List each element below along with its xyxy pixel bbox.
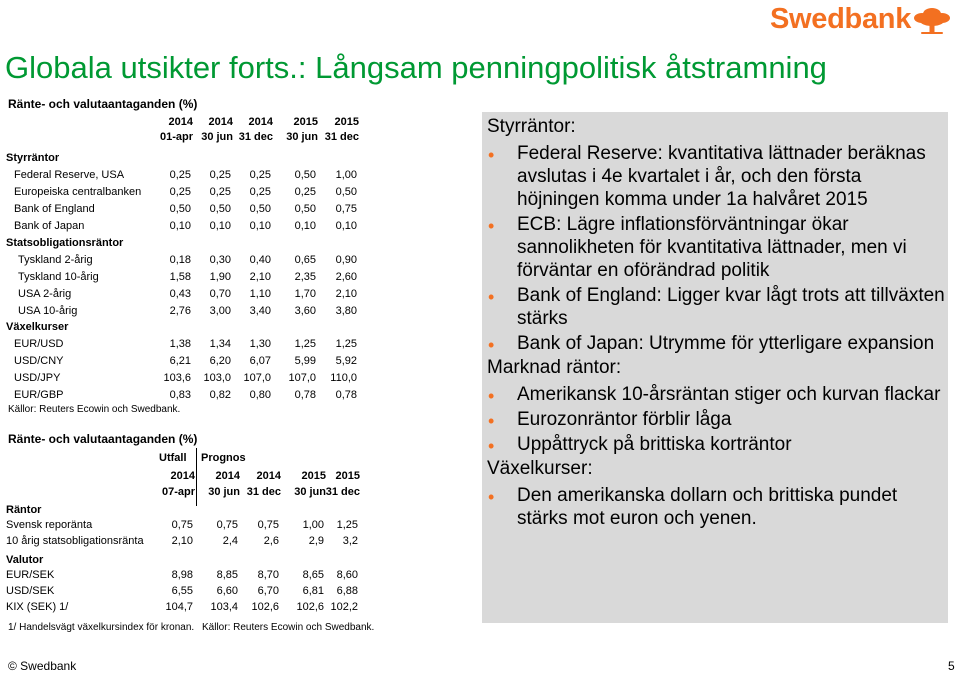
table-cell: 6,20 <box>209 355 231 367</box>
bullet-icon <box>488 292 498 302</box>
bullet-icon <box>488 391 498 401</box>
table-cell: 2,4 <box>222 535 238 547</box>
table-cell: 0,50 <box>209 203 231 215</box>
table-cell: 0,25 <box>169 186 191 198</box>
table-cell: 0,83 <box>169 389 191 401</box>
row-label: USD/JPY <box>14 372 61 384</box>
table-cell: 102,6 <box>251 601 279 613</box>
page-number: 5 <box>948 659 955 673</box>
row-label: USD/SEK <box>6 585 55 597</box>
table-cell: 1,58 <box>169 271 191 283</box>
table-cell: 6,21 <box>169 355 191 367</box>
header-year: 2014 <box>170 470 195 482</box>
table-cell: 3,00 <box>209 305 231 317</box>
table-cell: 8,65 <box>302 569 324 581</box>
header-year: 2014 <box>215 470 240 482</box>
table-cell: 3,80 <box>335 305 357 317</box>
table-cell: 0,90 <box>335 254 357 266</box>
bullet-icon <box>488 441 498 451</box>
table-source: Källor: Reuters Ecowin och Swedbank. <box>8 404 181 415</box>
table-cell: 1,00 <box>335 169 357 181</box>
table-cell: 0,50 <box>294 203 316 215</box>
bullet-icon <box>488 492 498 502</box>
table-cell: 2,35 <box>294 271 316 283</box>
table-cell: 0,25 <box>169 169 191 181</box>
table-cell: 6,88 <box>336 585 358 597</box>
panel-bullet-text: Uppåttryck på brittiska korträntor <box>517 434 792 455</box>
table-cell: 6,81 <box>302 585 324 597</box>
row-label: 10 årig statsobligationsränta <box>6 535 144 547</box>
panel-bullet-text: Bank of England: Ligger kvar lågt trots att tillväxten stärks <box>517 285 945 329</box>
table-cell: 1,30 <box>249 338 271 350</box>
table-cell: 1,25 <box>294 338 316 350</box>
table-cell: 0,75 <box>335 203 357 215</box>
header-date: 30 jun <box>294 486 326 498</box>
row-label: Bank of Japan <box>14 220 85 232</box>
table-cell: 3,2 <box>342 535 358 547</box>
table-title: Ränte- och valutaantaganden (%) <box>8 432 198 446</box>
header-year: 2014 <box>256 470 281 482</box>
row-label: USA 10-årig <box>18 305 78 317</box>
table-cell: 8,70 <box>257 569 279 581</box>
panel-bullet-text: Amerikansk 10-årsräntan stiger och kurvan flackar <box>517 384 941 405</box>
header-date: 31 dec <box>325 486 360 498</box>
table-cell: 0,75 <box>171 519 193 531</box>
table-cell: 1,25 <box>335 338 357 350</box>
table-cell: 1,70 <box>294 288 316 300</box>
table-cell: 107,0 <box>243 372 271 384</box>
table-cell: 0,50 <box>249 203 271 215</box>
panel-bullet-text: Den amerikanska dollarn och brittiska pundet stärks mot euron och yenen. <box>517 485 898 529</box>
table-cell: 2,76 <box>169 305 191 317</box>
table-cell: 2,9 <box>308 535 324 547</box>
row-label: Tyskland 10-årig <box>18 271 99 283</box>
table-cell: 8,98 <box>171 569 193 581</box>
table-cell: 0,25 <box>249 169 271 181</box>
table-cell: 6,07 <box>249 355 271 367</box>
bullet-icon <box>488 340 498 350</box>
group-outcome-label: Utfall <box>159 452 187 464</box>
header-date: 07-apr <box>161 486 195 498</box>
table-cell: 0,50 <box>335 186 357 198</box>
table-cell: 6,55 <box>171 585 193 597</box>
row-label: Bank of England <box>14 203 95 215</box>
page-title: Globala utsikter forts.: Långsam penningpolitisk åtstramning <box>5 50 827 85</box>
table-title: Ränte- och valutaantaganden (%) <box>8 97 198 111</box>
row-label: USD/CNY <box>14 355 64 367</box>
table-cell: 103,6 <box>163 372 191 384</box>
table-cell: 1,34 <box>209 338 231 350</box>
section-heading: Statsobligationsräntor <box>6 237 124 249</box>
table-cell: 0,78 <box>335 389 357 401</box>
row-label: Svensk reporänta <box>6 519 93 531</box>
panel-section-heading: Marknad räntor: <box>487 357 622 378</box>
table-cell: 0,10 <box>249 220 271 232</box>
table-cell: 0,25 <box>294 186 316 198</box>
header-year: 2015 <box>334 116 359 128</box>
table-source: Källor: Reuters Ecowin och Swedbank. <box>202 622 375 633</box>
table-cell: 0,40 <box>249 254 271 266</box>
header-year: 2015 <box>293 116 318 128</box>
panel-bullet-text: ECB: Lägre inflationsförväntningar ökar sannolikheten för kvantitativa lättnader, men vi förväntar en oförändrad politik <box>517 214 907 281</box>
table-cell: 0,25 <box>209 169 231 181</box>
table-cell: 0,10 <box>169 220 191 232</box>
table-cell: 3,40 <box>249 305 271 317</box>
header-date: 30 jun <box>208 486 240 498</box>
table-cell: 3,60 <box>294 305 316 317</box>
table-cell: 0,30 <box>209 254 231 266</box>
table-cell: 0,80 <box>249 389 271 401</box>
table-cell: 104,7 <box>165 601 193 613</box>
table-cell: 1,38 <box>169 338 191 350</box>
table-cell: 0,43 <box>169 288 191 300</box>
header-year: 2014 <box>168 116 193 128</box>
table-cell: 103,4 <box>210 601 238 613</box>
section-heading: Växelkurser <box>6 321 69 333</box>
footer-copyright: © Swedbank <box>8 659 77 673</box>
header-date: 30 jun <box>286 131 318 143</box>
table-cell: 0,18 <box>169 254 191 266</box>
table-cell: 103,0 <box>203 372 231 384</box>
table-cell: 0,25 <box>209 186 231 198</box>
table-cell: 102,6 <box>296 601 324 613</box>
table-cell: 2,6 <box>263 535 279 547</box>
commentary-panel <box>482 112 948 623</box>
table-cell: 1,00 <box>302 519 324 531</box>
swedbank-logo <box>770 2 955 38</box>
oak-tree-logo-icon <box>911 5 953 35</box>
panel-section-heading: Styrräntor: <box>487 116 576 137</box>
table-cell: 0,50 <box>169 203 191 215</box>
table-cell: 2,10 <box>249 271 271 283</box>
header-year: 2015 <box>335 470 360 482</box>
header-date: 31 dec <box>324 131 359 143</box>
bullet-icon <box>488 150 498 160</box>
row-label: Europeiska centralbanken <box>14 186 142 198</box>
table-cell: 1,10 <box>249 288 271 300</box>
table-cell: 2,10 <box>335 288 357 300</box>
table-footnote: 1/ Handelsvägt växelkursindex för kronan. <box>8 622 195 633</box>
header-date: 01-apr <box>159 131 193 143</box>
row-label: EUR/SEK <box>6 569 55 581</box>
table-cell: 0,50 <box>294 169 316 181</box>
table-cell: 8,85 <box>216 569 238 581</box>
table-cell: 2,60 <box>335 271 357 283</box>
table-cell: 0,25 <box>249 186 271 198</box>
table-cell: 0,10 <box>335 220 357 232</box>
header-date: 31 dec <box>238 131 273 143</box>
group-forecast-label: Prognos <box>201 452 246 464</box>
panel-bullet-text: Eurozonräntor förblir låga <box>517 409 732 430</box>
table-cell: 0,70 <box>209 288 231 300</box>
bullet-icon <box>488 221 498 231</box>
header-year: 2014 <box>248 116 273 128</box>
table-cell: 102,2 <box>330 601 358 613</box>
logo-text: Swedbank <box>770 3 912 35</box>
table-cell: 110,0 <box>330 372 357 384</box>
table-cell: 0,75 <box>216 519 238 531</box>
row-label: EUR/USD <box>14 338 64 350</box>
table-cell: 8,60 <box>336 569 358 581</box>
table-cell: 0,10 <box>294 220 316 232</box>
header-year: 2015 <box>301 470 326 482</box>
header-date: 31 dec <box>246 486 281 498</box>
row-label: Federal Reserve, USA <box>14 169 125 181</box>
panel-bullet-text: Bank of Japan: Utrymme för ytterligare expansion <box>517 333 935 354</box>
table-cell: 107,0 <box>288 372 316 384</box>
bullet-icon <box>488 416 498 426</box>
table-cell: 0,78 <box>294 389 316 401</box>
table-cell: 6,60 <box>216 585 238 597</box>
row-label: Tyskland 2-årig <box>18 254 93 266</box>
table-cell: 0,10 <box>209 220 231 232</box>
table-cell: 6,70 <box>257 585 279 597</box>
section-heading: Styrräntor <box>6 152 60 164</box>
panel-bullet-text: Federal Reserve: kvantitativa lättnader beräknas avslutas i 4e kvartalet i år, och den första höjningen komma under 1a halvåret 2015 <box>517 143 926 210</box>
table-cell: 0,65 <box>294 254 316 266</box>
table-cell: 2,10 <box>171 535 193 547</box>
section-heading: Räntor <box>6 504 42 516</box>
table-cell: 1,90 <box>209 271 231 283</box>
row-label: KIX (SEK) 1/ <box>6 601 69 613</box>
section-heading: Valutor <box>6 554 44 566</box>
table-cell: 0,82 <box>209 389 231 401</box>
table-cell: 1,25 <box>336 519 358 531</box>
table-cell: 5,99 <box>294 355 316 367</box>
table-cell: 5,92 <box>335 355 357 367</box>
header-date: 30 jun <box>201 131 233 143</box>
table-cell: 0,75 <box>257 519 279 531</box>
row-label: EUR/GBP <box>14 389 64 401</box>
row-label: USA 2-årig <box>18 288 72 300</box>
header-year: 2014 <box>208 116 233 128</box>
panel-section-heading: Växelkurser: <box>487 458 593 479</box>
